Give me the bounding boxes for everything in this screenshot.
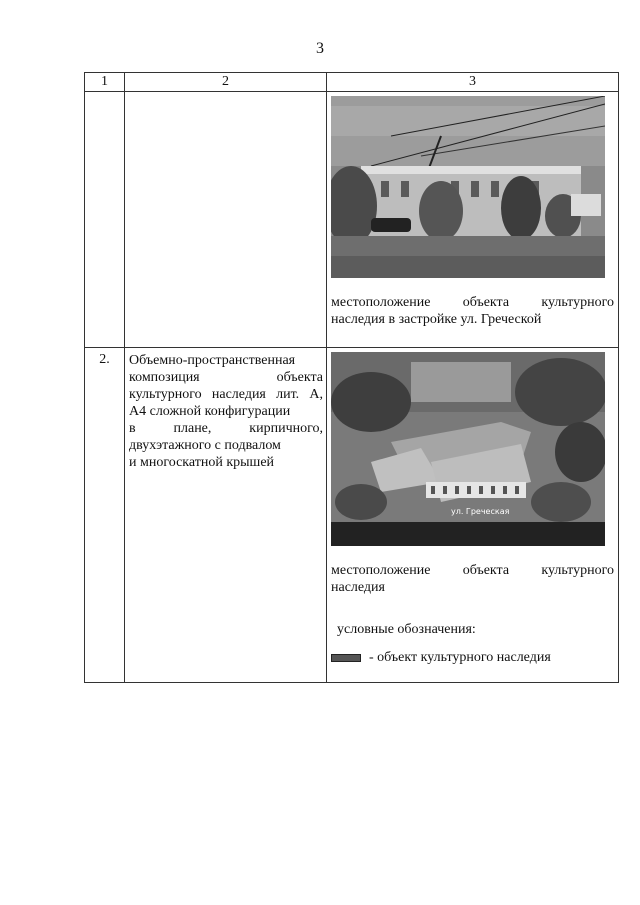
- caption-line: наследия: [331, 580, 385, 595]
- photo-street-label: ул. Греческая: [451, 507, 510, 516]
- description-line: Объемно-пространственная: [129, 353, 296, 368]
- legend-label: - объект культурного наследия: [369, 650, 551, 665]
- photo-cell: [327, 348, 619, 683]
- table-header-row: [85, 73, 619, 92]
- row-number: [85, 92, 125, 348]
- legend: [331, 650, 614, 666]
- page-number: 3: [316, 40, 324, 57]
- description-line: и многоскатной крышей: [129, 455, 275, 470]
- caption-line: местоположение объекта культурного: [331, 295, 614, 310]
- aerial-photo: [331, 352, 605, 546]
- description-line: в плане, кирпичного,: [129, 421, 323, 436]
- legend-swatch: [331, 654, 361, 662]
- header-col-3: 3: [327, 73, 619, 92]
- row-description: [125, 92, 327, 348]
- description-line: композиция объекта: [129, 370, 323, 385]
- caption-line: наследия в застройке ул. Греческой: [331, 312, 542, 327]
- legend-title: условные обозначения:: [337, 622, 476, 637]
- photo-caption: [331, 562, 614, 596]
- header-col-2: 2: [125, 73, 327, 92]
- description-line: А4 сложной конфигурации: [129, 404, 291, 419]
- photo-cell: [327, 92, 619, 348]
- description-line: культурного наследия лит. А,: [129, 387, 323, 402]
- row-description: [125, 348, 327, 683]
- table-row: [85, 92, 619, 348]
- photo-caption: [331, 294, 614, 328]
- description-line: двухэтажного с подвалом: [129, 438, 281, 453]
- caption-line: местоположение объекта культурного: [331, 563, 614, 578]
- heritage-table: [84, 72, 619, 683]
- street-photo: [331, 96, 605, 278]
- row-number: 2.: [85, 348, 125, 683]
- header-col-1: 1: [85, 73, 125, 92]
- table-row: [85, 348, 619, 683]
